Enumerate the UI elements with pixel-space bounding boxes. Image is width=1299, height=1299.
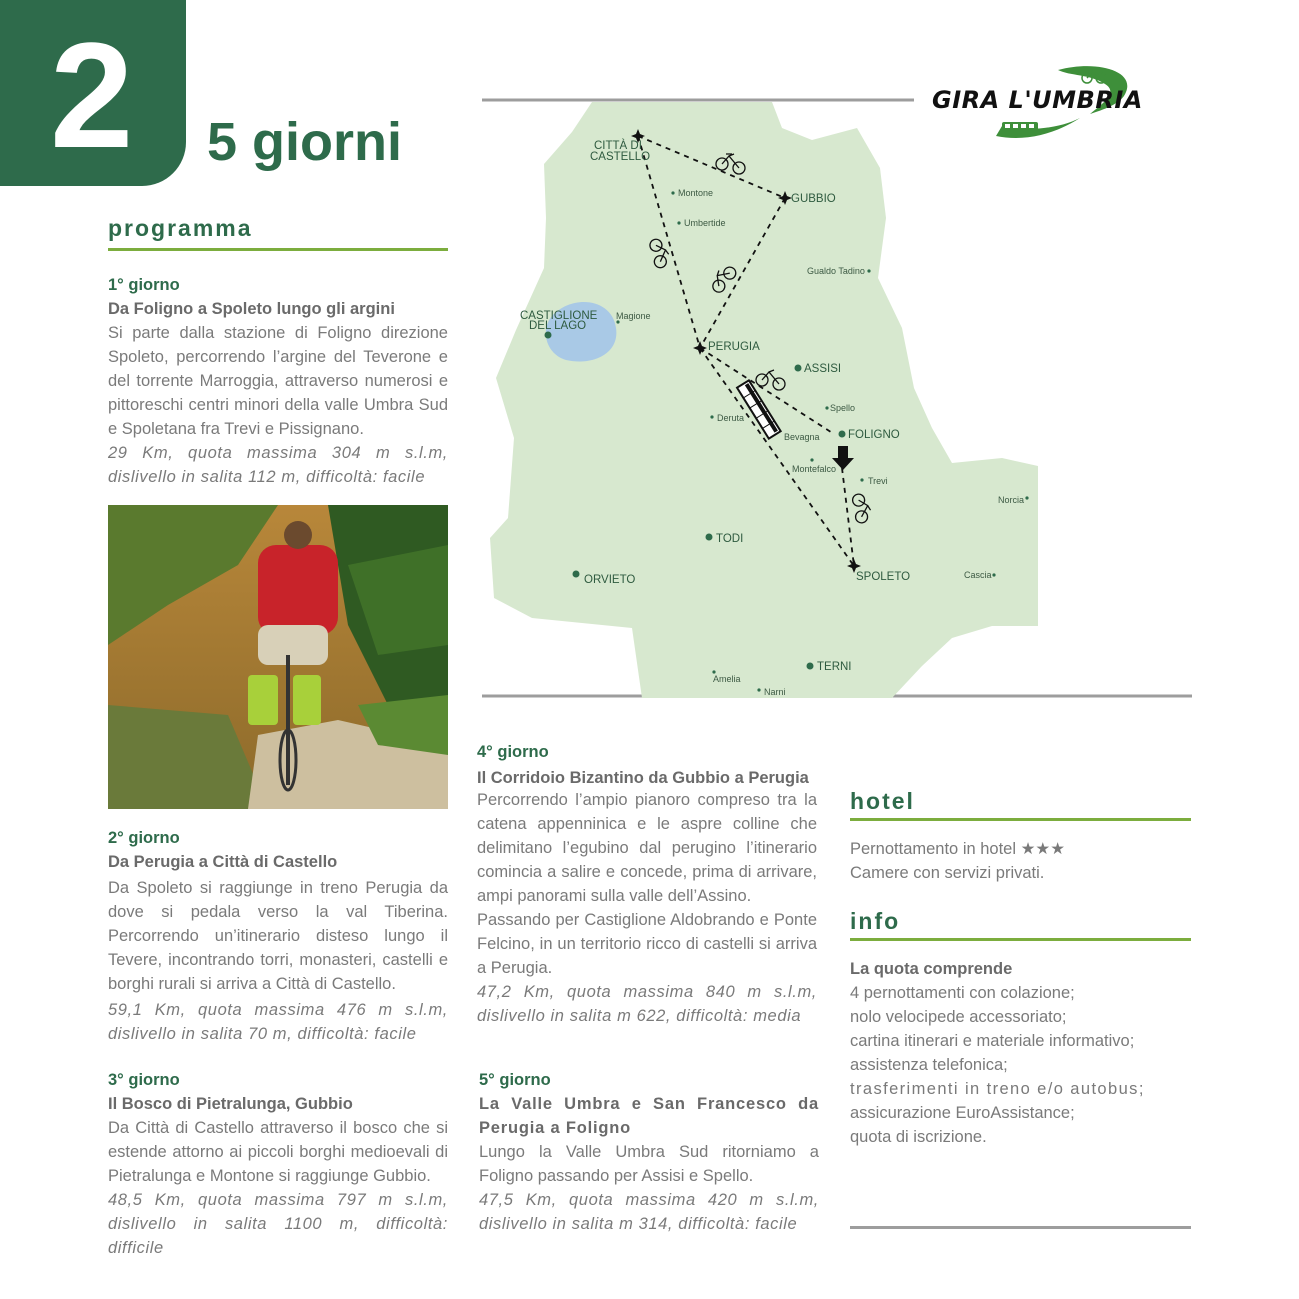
day-5-subtitle: La Valle Umbra e San Francesco da Perugia a Foligno: [479, 1095, 819, 1137]
city-label-todi: TODI: [716, 533, 744, 545]
city-label-orvieto: ORVIETO: [584, 574, 636, 586]
day-1-stats: 29 Km, quota massima 304 m s.l.m, dislivello in salita 112 m, difficoltà: facile: [108, 444, 448, 486]
city-label-castiglione-1: CASTIGLIONE: [520, 310, 598, 322]
day-4-block: [477, 740, 817, 1028]
logo-text: GIRA L'UMBRIA: [932, 86, 1143, 114]
day-4-subtitle: Il Corridoio Bizantino da Gubbio a Perugia: [477, 769, 809, 787]
town-label-deruta: Deruta: [717, 413, 745, 423]
day-4-stats: 47,2 Km, quota massima 840 m s.l.m, dislivello in salita m 622, difficoltà: media: [477, 983, 817, 1025]
city-label-assisi: ASSISI: [804, 363, 842, 375]
hotel-details: [850, 837, 1191, 885]
day-4-description: Percorrendo l’ampio pianoro compreso tra la catena appenninica e le aspre colline che delimitano l’egubino dal perugino l’itinerario comincia a salire e concede, prima di arrivare, ampi panorami sulla valle dell’Assino.: [477, 791, 817, 905]
info-line-5: trasferimenti in treno e/o autobus;: [850, 1080, 1145, 1098]
umbria-map: [482, 98, 1192, 698]
day-1-label: 1° giorno: [108, 276, 180, 294]
city-label-citta-castello-2: CASTELLO: [590, 151, 651, 163]
town-label-cascia: Cascia: [964, 570, 992, 580]
hotel-heading: hotel: [850, 788, 915, 814]
day-5-stats: 47,5 Km, quota massima 420 m s.l.m, dislivello in salita m 314, difficoltà: facile: [479, 1191, 819, 1233]
town-label-umbertide: Umbertide: [684, 218, 726, 228]
itinerary-map: [482, 98, 1192, 698]
day-1-subtitle: Da Foligno a Spoleto lungo gli argini: [108, 300, 395, 318]
cyclist-photo: [108, 505, 448, 809]
hotel-line-1: Pernottamento in hotel ★★★: [850, 840, 1065, 858]
day-2-subtitle: Da Perugia a Città di Castello: [108, 853, 338, 871]
day-4-description-2: Passando per Castiglione Aldobrando e Ponte Felcino, in un territorio ricco di castelli si arriva a Perugia.: [477, 911, 817, 977]
city-label-citta-castello-1: CITTÀ DI: [594, 140, 642, 152]
info-line-7: quota di iscrizione.: [850, 1128, 987, 1146]
town-label-trevi: Trevi: [868, 476, 888, 486]
info-subheading: La quota comprende: [850, 960, 1013, 978]
day-5-label: 5° giorno: [479, 1071, 551, 1089]
info-line-2: nolo velocipede accessoriato;: [850, 1008, 1067, 1026]
town-label-montone: Montone: [678, 188, 714, 198]
day-3-block: [108, 1068, 448, 1260]
town-label-bevagna: Bevagna: [784, 432, 820, 442]
day-3-label: 3° giorno: [108, 1071, 180, 1089]
day-3-subtitle: Il Bosco di Pietralunga, Gubbio: [108, 1095, 353, 1113]
page-title: 5 giorni: [207, 112, 403, 172]
city-label-foligno: FOLIGNO: [848, 429, 900, 441]
info-line-1: 4 pernottamenti con colazione;: [850, 984, 1075, 1002]
programma-heading: programma: [108, 215, 253, 241]
day-2-stats: 59,1 Km, quota massima 476 m s.l.m, dislivello in salita 70 m, difficoltà: facile: [108, 1001, 448, 1043]
day-2-description: Da Spoleto si raggiunge in treno Perugia da dove si pedala verso la val Tiberina. Percorrendo un’itinerario disteso lungo il Tevere, incontrando torri, monasteri, castelli e borghi rurali si arriva a Città di Castello.: [108, 879, 448, 993]
city-label-perugia: PERUGIA: [708, 341, 760, 353]
day-2-label: 2° giorno: [108, 829, 180, 847]
city-label-spoleto: SPOLETO: [856, 571, 911, 583]
day-2-block: [108, 826, 448, 1046]
day-5-block: [479, 1068, 819, 1236]
info-line-4: assistenza telefonica;: [850, 1056, 1008, 1074]
city-label-castiglione-2: DEL LAGO: [529, 320, 587, 332]
town-label-narni: Narni: [764, 687, 786, 697]
day-1-description: Si parte dalla stazione di Foligno direzione Spoleto, percorrendo l’argine del Teverone e del torrente Marroggia, attraverso numerosi e pittoreschi centri minori della valle Umbra Sud e Spoletana fra Trevi e Pissignano.: [108, 324, 448, 438]
day-3-description: Da Città di Castello attraverso il bosco che si estende attorno ai piccoli borghi medioevali di Pietralunga e Montone si raggiunge Gubbio.: [108, 1119, 448, 1185]
hotel-rule: [850, 818, 1191, 821]
town-label-gualdo-tadino: Gualdo Tadino: [807, 266, 865, 276]
day-count-badge: [0, 0, 186, 186]
info-details: [850, 957, 1191, 1149]
umbria-region-shape: [490, 102, 1038, 698]
info-line-6: assicurazione EuroAssistance;: [850, 1104, 1075, 1122]
info-heading: info: [850, 908, 901, 934]
city-label-terni: TERNI: [817, 661, 852, 673]
info-bottom-rule: [850, 1226, 1191, 1229]
city-label-gubbio: GUBBIO: [791, 193, 836, 205]
hotel-line-2: Camere con servizi privati.: [850, 864, 1045, 882]
programma-rule: [108, 248, 448, 251]
town-label-montefalco: Montefalco: [792, 464, 837, 474]
day-5-description: Lungo la Valle Umbra Sud ritorniamo a Foligno passando per Assisi e Spello.: [479, 1143, 819, 1185]
day-1-block: [108, 273, 448, 489]
town-label-spello: Spello: [830, 403, 856, 413]
info-rule: [850, 938, 1191, 941]
day-4-label: 4° giorno: [477, 743, 549, 761]
town-label-amelia: Amelia: [713, 674, 741, 684]
town-label-magione: Magione: [616, 311, 651, 321]
day-count-number: 2: [50, 11, 134, 179]
info-line-3: cartina itinerari e materiale informativo;: [850, 1032, 1135, 1050]
day-3-stats: 48,5 Km, quota massima 797 m s.l.m, dislivello in salita 1100 m, difficoltà: difficile: [108, 1191, 448, 1257]
town-label-norcia: Norcia: [998, 495, 1025, 505]
